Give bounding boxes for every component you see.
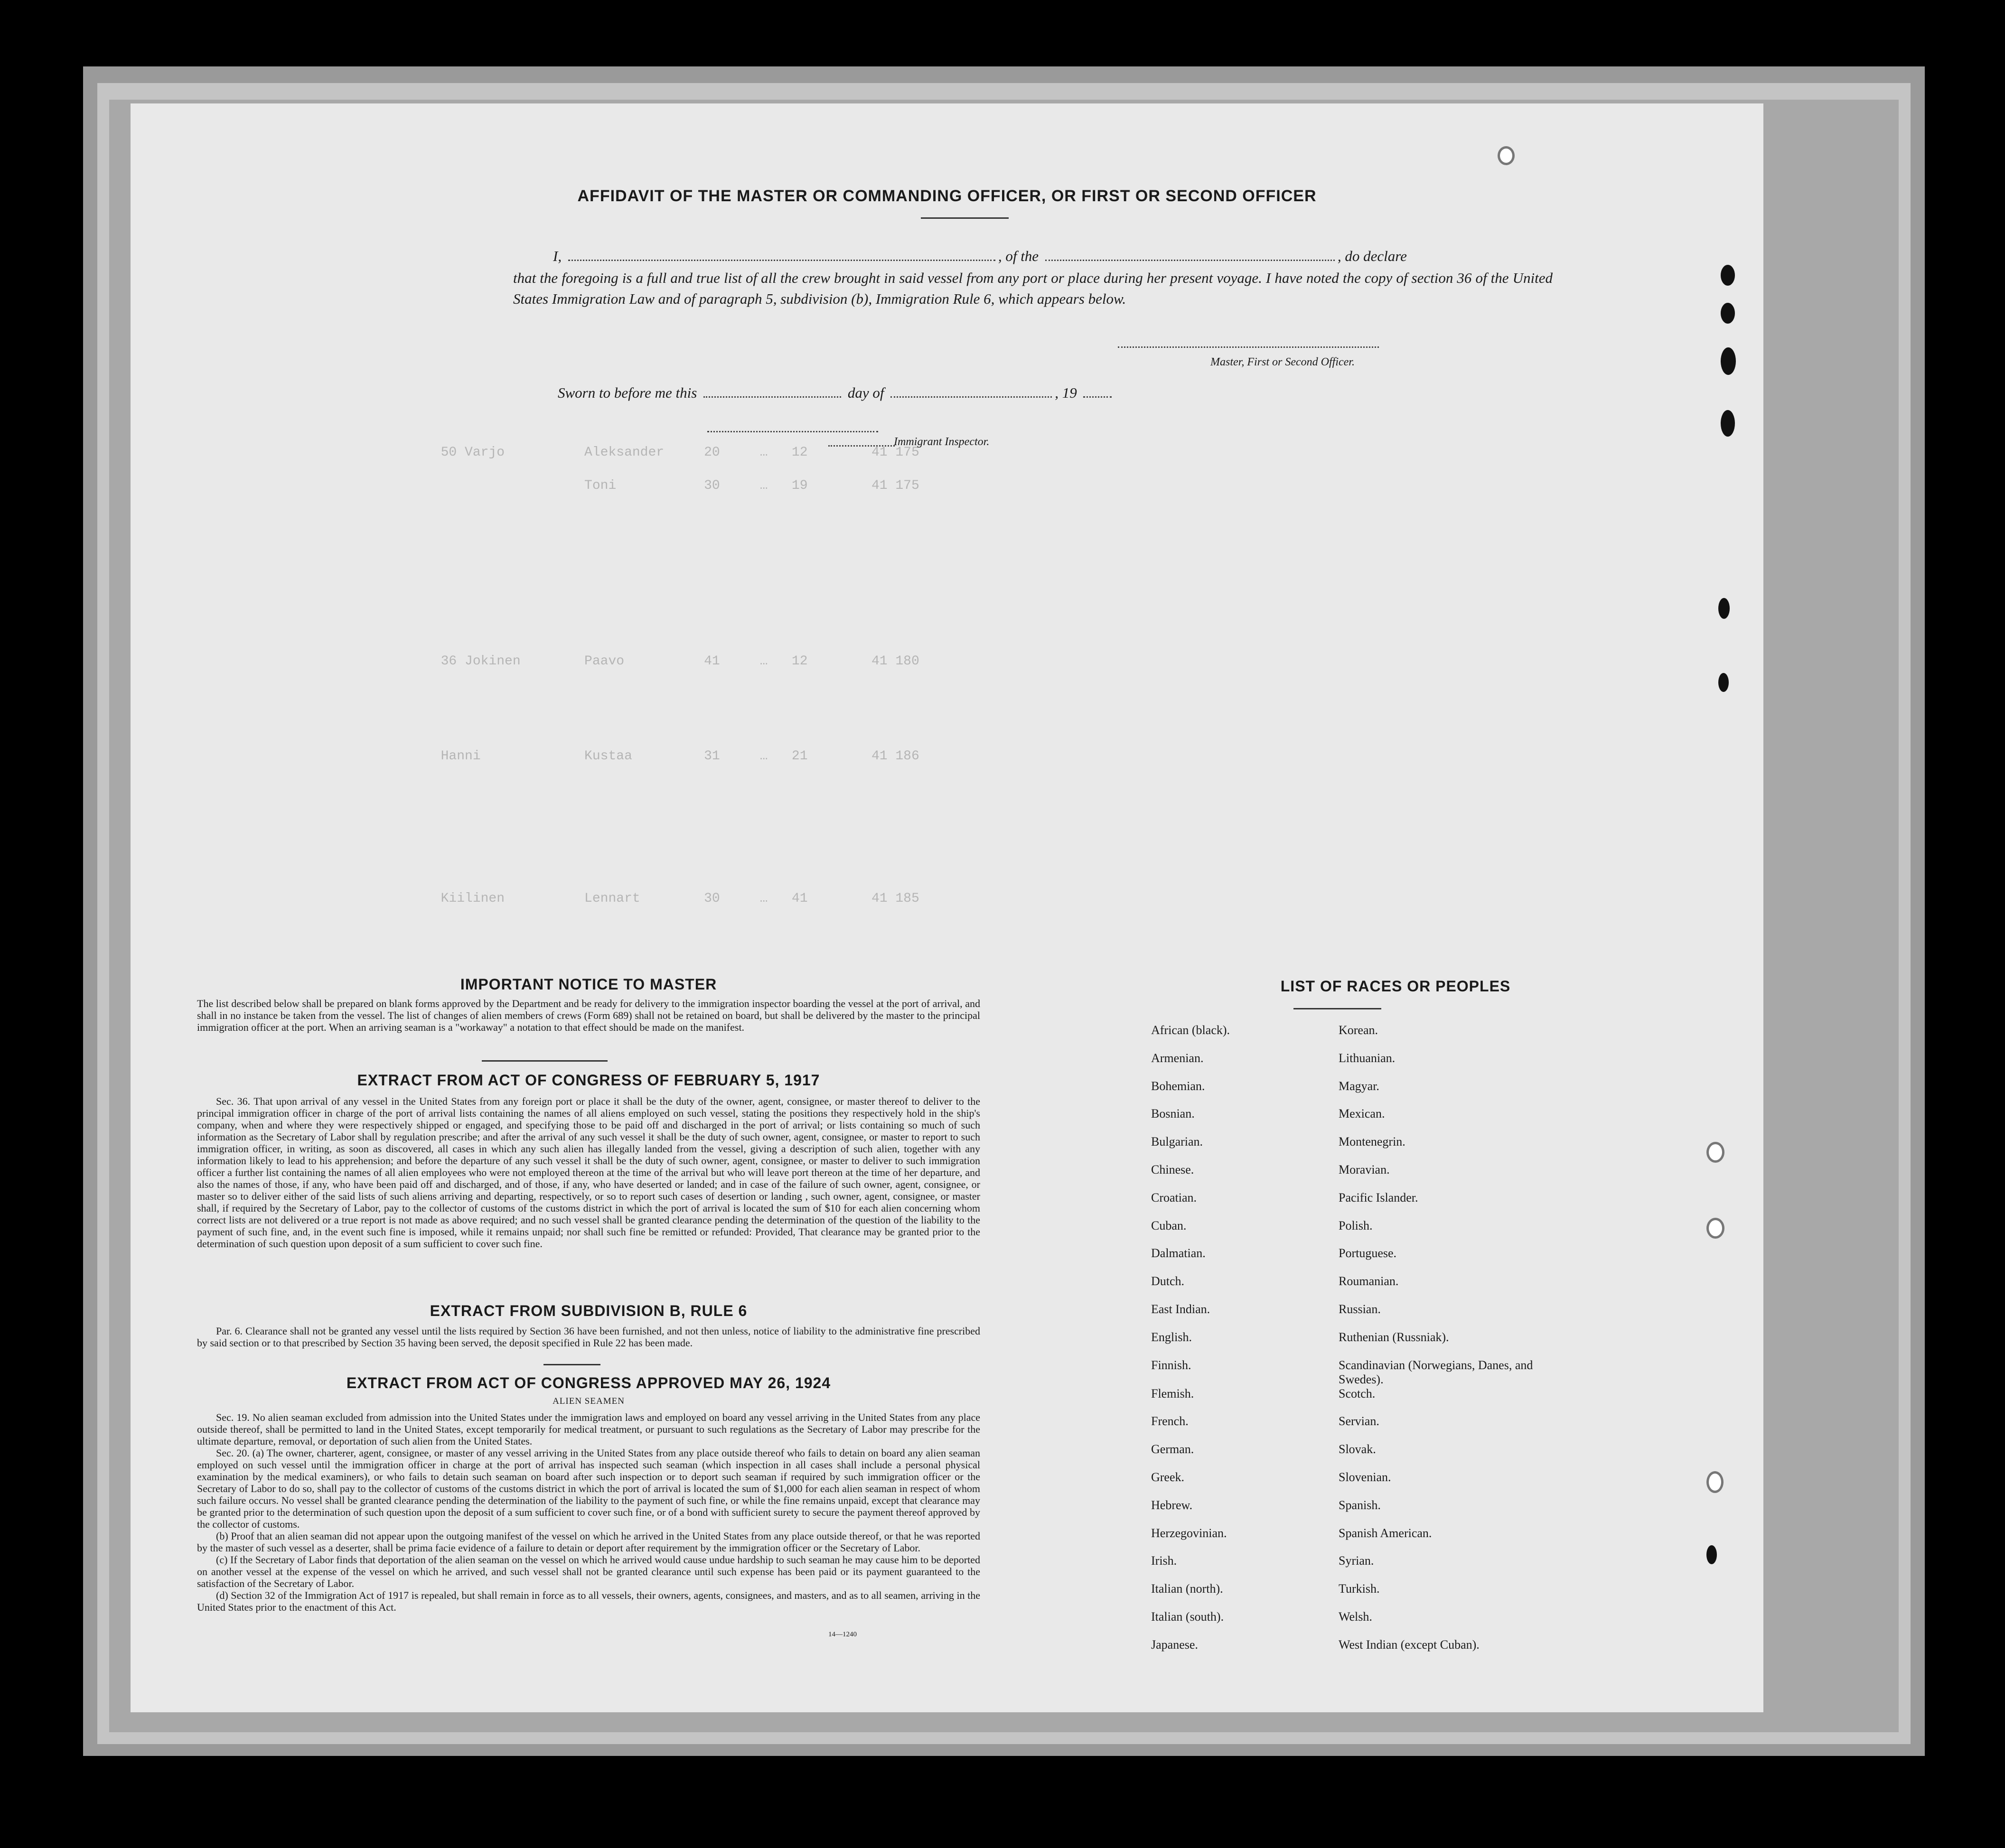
bleed-through-row: Toni 30 … 19 41 175 <box>425 478 919 493</box>
races-row <box>1151 1330 1578 1358</box>
inspector-label: Immigrant Inspector. <box>894 436 990 448</box>
race-right: Mexican. <box>1339 1107 1385 1121</box>
form-number: 14—1240 <box>828 1631 857 1638</box>
binder-hole <box>1721 347 1736 375</box>
binder-hole <box>1721 410 1735 437</box>
bleed-through-row: 50 Varjo Aleksander 20 … 12 41 175 <box>425 445 919 460</box>
race-left: Armenian. <box>1151 1051 1204 1065</box>
race-left: Croatian. <box>1151 1190 1197 1204</box>
race-right: Montenegrin. <box>1339 1135 1405 1149</box>
races-row <box>1151 1023 1578 1051</box>
races-row <box>1151 1498 1578 1526</box>
race-left: Dalmatian. <box>1151 1246 1206 1260</box>
race-left: German. <box>1151 1442 1194 1456</box>
sec-20a-text: Sec. 20. (a) The owner, charterer, agent, consignee, or master of any vessel arriving in the United States from any place outside thereof who fails to detain on board any alien seaman employed on such vessel until the immigration officer in charge at the port of arrival has inspected such seaman (which inspection in all cases shall include a personal physical examination by the medical examiners), or who fails to detain such seaman on board after such inspection or to deport such seaman if required by such immigration officer or the Secretary of Labor to do so, shall pay to the collector of customs of the customs district in which the port of arrival is located the sum of $1,000 for each alien seaman in respect of whom such failure occurs. No vessel shall be granted clearance pending the determination of the liability to the payment of such fine, or while the fine remains unpaid, except that clearance may be granted prior to the determination of such question upon the deposit of a sum sufficient to cover such fine, or of a bond with sufficient surety to secure the payment thereof approved by the collector of customs. <box>197 1447 980 1530</box>
master-signature-field[interactable] <box>1118 346 1379 348</box>
races-row <box>1151 1470 1578 1498</box>
race-left: Bulgarian. <box>1151 1135 1203 1149</box>
affidavit-title: AFFIDAVIT OF THE MASTER OR COMMANDING OFFICER, OR FIRST OR SECOND OFFICER <box>577 187 1317 205</box>
bleed-through-row: Hanni Kustaa 31 … 21 41 186 <box>425 749 919 764</box>
title-divider <box>921 217 1009 219</box>
races-row <box>1151 1274 1578 1302</box>
races-row <box>1151 1414 1578 1442</box>
declare-label: , do declare <box>1337 248 1407 264</box>
binder-hole <box>1718 673 1729 692</box>
races-row <box>1151 1079 1578 1107</box>
race-right: Ruthenian (Russniak). <box>1339 1330 1449 1344</box>
sec-20d-text: (d) Section 32 of the Immigration Act of 1917 is repealed, but shall remain in force as to all vessels, their owners, agents, consignees, and masters, and as to all seamen, arriving in the United States prior to the enactment of this Act. <box>197 1589 980 1613</box>
race-right: Polish. <box>1339 1218 1373 1232</box>
binder-ring-hole <box>1706 1471 1724 1493</box>
vessel-name-field[interactable] <box>1045 259 1335 261</box>
alien-seamen-subtitle: ALIEN SEAMEN <box>553 1396 625 1406</box>
races-row <box>1151 1107 1578 1135</box>
race-right: Slovenian. <box>1339 1470 1391 1484</box>
races-divider <box>1293 1008 1381 1009</box>
race-right: Korean. <box>1339 1023 1378 1037</box>
race-right: Scotch. <box>1339 1386 1376 1400</box>
races-row <box>1151 1246 1578 1274</box>
race-right: West Indian (except Cuban). <box>1339 1637 1480 1652</box>
race-right: Welsh. <box>1339 1609 1372 1624</box>
race-left: Cuban. <box>1151 1218 1187 1232</box>
race-right: Turkish. <box>1339 1582 1380 1596</box>
binder-ring-hole <box>1706 1218 1724 1239</box>
races-row <box>1151 1219 1578 1247</box>
bleed-through-row: Kiilinen Lennart 30 … 41 41 185 <box>425 891 919 906</box>
race-left: African (black). <box>1151 1023 1230 1037</box>
race-left: Bosnian. <box>1151 1107 1195 1121</box>
races-row <box>1151 1163 1578 1191</box>
race-right: Russian. <box>1339 1302 1381 1316</box>
extract-1924-body <box>197 1411 980 1613</box>
of-the-label: , of the <box>998 248 1039 264</box>
race-left: Irish. <box>1151 1554 1177 1568</box>
sworn-year-field[interactable] <box>1083 396 1112 398</box>
inspector-signature-dots <box>828 445 895 447</box>
race-left: Hebrew. <box>1151 1498 1193 1512</box>
manifest-page <box>131 103 1763 1712</box>
binder-hole <box>1706 1545 1717 1564</box>
races-row <box>1151 1135 1578 1163</box>
notice-divider <box>482 1060 608 1062</box>
sec-20c-text: (c) If the Secretary of Labor finds that deportation of the alien seaman on the vessel on which he arrived would cause undue hardship to such seaman he may cause him to be deported on another vessel at the expense of the vessel on which he arrived, and such vessel shall not be granted clearance until such expense has been paid or its payment guaranteed to the satisfaction of the Secretary of Labor. <box>197 1554 980 1589</box>
officer-name-field[interactable] <box>568 259 995 261</box>
sworn-day-field[interactable] <box>703 396 841 398</box>
sec-20b-text: (b) Proof that an alien seaman did not appear upon the outgoing manifest of the vessel on which he arrived in the United States from any place outside thereof, or that he was reported by the master of such vessel as a deserter, shall be prima facie evidence of a failure to detain or deport after requirement by the immigration officer or the Secretary of Labor. <box>197 1530 980 1554</box>
race-left: Greek. <box>1151 1470 1185 1484</box>
binder-ring-hole <box>1498 146 1515 165</box>
race-left: Finnish. <box>1151 1358 1191 1372</box>
race-left: Bohemian. <box>1151 1079 1205 1093</box>
notice-title: IMPORTANT NOTICE TO MASTER <box>460 976 717 993</box>
race-right: Syrian. <box>1339 1554 1374 1568</box>
race-right: Lithuanian. <box>1339 1051 1396 1065</box>
extract-rule6-text: Par. 6. Clearance shall not be granted any vessel until the lists required by Section 36 have been furnished, and not then unless, notice of liability to the administrative fine prescribed by said section or to that prescribed by Section 35 having been served, the deposit specified in Rule 22 has been made. <box>197 1325 980 1349</box>
races-row <box>1151 1387 1578 1415</box>
declaration-line <box>553 246 1550 267</box>
sworn-line <box>558 383 1115 403</box>
sec-19-text: Sec. 19. No alien seaman excluded from admission into the United States under the immigration laws and employed on board any vessel arriving in the United States from any place outside thereof, shall be permitted to land in the United States, except temporarily for medical treatment, or pursuant to such regulations as the Secretary of Labor may prescribe for the ultimate departure, removal, or deportation of such alien from the United States. <box>197 1411 980 1447</box>
extract-1917-title: EXTRACT FROM ACT OF CONGRESS OF FEBRUARY 5, 1917 <box>357 1072 820 1089</box>
binder-hole <box>1721 265 1735 286</box>
races-table <box>1151 1023 1578 1666</box>
rule6-divider <box>543 1364 600 1365</box>
year-label: , 19 <box>1055 384 1077 401</box>
race-right: Moravian. <box>1339 1162 1390 1176</box>
inspector-signature-field[interactable] <box>707 431 878 432</box>
race-left: East Indian. <box>1151 1302 1210 1316</box>
race-right: Pacific Islander. <box>1339 1190 1418 1204</box>
sworn-month-field[interactable] <box>890 396 1052 398</box>
race-left: Japanese. <box>1151 1637 1198 1652</box>
sworn-label: Sworn to before me this <box>558 384 697 401</box>
race-left: Chinese. <box>1151 1162 1194 1176</box>
race-right: Scandinavian (Norwegians, Danes, and Swedes). <box>1339 1358 1533 1386</box>
race-right: Servian. <box>1339 1414 1379 1428</box>
race-right: Spanish American. <box>1339 1526 1432 1540</box>
extract-rule6-title: EXTRACT FROM SUBDIVISION B, RULE 6 <box>430 1302 748 1319</box>
races-row <box>1151 1358 1578 1387</box>
race-right: Slovak. <box>1339 1442 1376 1456</box>
binder-hole <box>1721 303 1735 324</box>
binder-ring-hole <box>1706 1142 1724 1163</box>
race-left: Italian (south). <box>1151 1609 1224 1624</box>
races-row <box>1151 1051 1578 1079</box>
races-row <box>1151 1191 1578 1219</box>
affidavit-body: that the foregoing is a full and true list of all the crew brought in said vessel from any port or place during her present voyage. I have noted the copy of section 36 of the United States Immigration Law and of paragraph 5, subdivision (b), Immigration Rule 6, which appears below. <box>513 270 1553 307</box>
race-right: Spanish. <box>1339 1498 1381 1512</box>
races-row <box>1151 1582 1578 1610</box>
race-left: Italian (north). <box>1151 1582 1223 1596</box>
race-right: Roumanian. <box>1339 1274 1399 1288</box>
races-row <box>1151 1554 1578 1582</box>
extract-1917-text: Sec. 36. That upon arrival of any vessel in the United States from any foreign port or place it shall be the duty of the owner, agent, consignee, or master thereof to deliver to the principal immigration officer in charge of the port of arrival lists containing the names of all aliens employed on such vessel, stating the positions they respectively hold in the ship's company, when and where they were respectively shipped or engaged, and specifying those to be paid off and discharged in the port of arrival; or lists containing so much of such information as the Secretary of Labor shall by regulation prescribe; and after the arrival of any such vessel it shall be the duty of such owner, agent, consignee, or master to report to such immigration officer, in writing, as soon as discovered, all cases in which any such alien has illegally landed from the vessel, giving a description of such alien, together with any information likely to lead to his apprehension; and before the departure of any such vessel it shall be the duty of such owner, agent, consignee, or master to deliver to such immigration officer a further list containing the names of all alien employees who were not employed thereon at the time of the arrival but who will leave port thereon at the time of her departure, and also the names of those, if any, who have been paid off and discharged, and of those, if any, who have deserted or landed; and in case of the failure of such owner, agent, consignee, or master so to deliver either of the said lists of such aliens arriving and departing, respectively, or so to report such cases of desertion or landing , such owner, agent, consignee, or master shall, if required by the Secretary of Labor, pay to the collector of customs of the customs district in which the port of arrival is located the sum of $10 for each alien concerning whom correct lists are not delivered or a true report is not made as above required; and no such vessel shall be granted clearance pending the determination of the question of the liability to the payment of such fine, and, in the event such fine is imposed, while it remains unpaid; nor shall such fine be remitted or refunded: Provided, That clearance may be granted prior to the determination of such question upon deposit of a sum sufficient to cover such fine. <box>197 1095 980 1250</box>
master-signature-label: Master, First or Second Officer. <box>1210 356 1355 368</box>
race-left: French. <box>1151 1414 1189 1428</box>
race-left: English. <box>1151 1330 1192 1344</box>
race-left: Flemish. <box>1151 1386 1194 1400</box>
i-label: I, <box>553 248 562 264</box>
races-row <box>1151 1442 1578 1470</box>
race-right: Magyar. <box>1339 1079 1379 1093</box>
race-left: Herzegovinian. <box>1151 1526 1227 1540</box>
races-row <box>1151 1610 1578 1638</box>
bleed-through-row: 36 Jokinen Paavo 41 … 12 41 180 <box>425 654 919 669</box>
extract-1924-title: EXTRACT FROM ACT OF CONGRESS APPROVED MAY 26, 1924 <box>346 1374 831 1391</box>
day-of-label: day of <box>847 384 884 401</box>
race-right: Portuguese. <box>1339 1246 1397 1260</box>
notice-text: The list described below shall be prepared on blank forms approved by the Department and be ready for delivery to the immigration inspector boarding the vessel at the port of arrival, and shall in no instance be taken from the vessel. The list of changes of alien members of crews (Form 689) shall not be retained on board, but shall be delivered by the master to the principal immigration officer at the port. When an arriving seaman is a "workaway" a notation to that effect should be made on the manifest. <box>197 998 980 1033</box>
binder-hole <box>1718 598 1730 619</box>
races-title: LIST OF RACES OR PEOPLES <box>1280 978 1511 995</box>
races-row <box>1151 1638 1578 1666</box>
races-row <box>1151 1526 1578 1554</box>
race-left: Dutch. <box>1151 1274 1185 1288</box>
races-row <box>1151 1302 1578 1330</box>
